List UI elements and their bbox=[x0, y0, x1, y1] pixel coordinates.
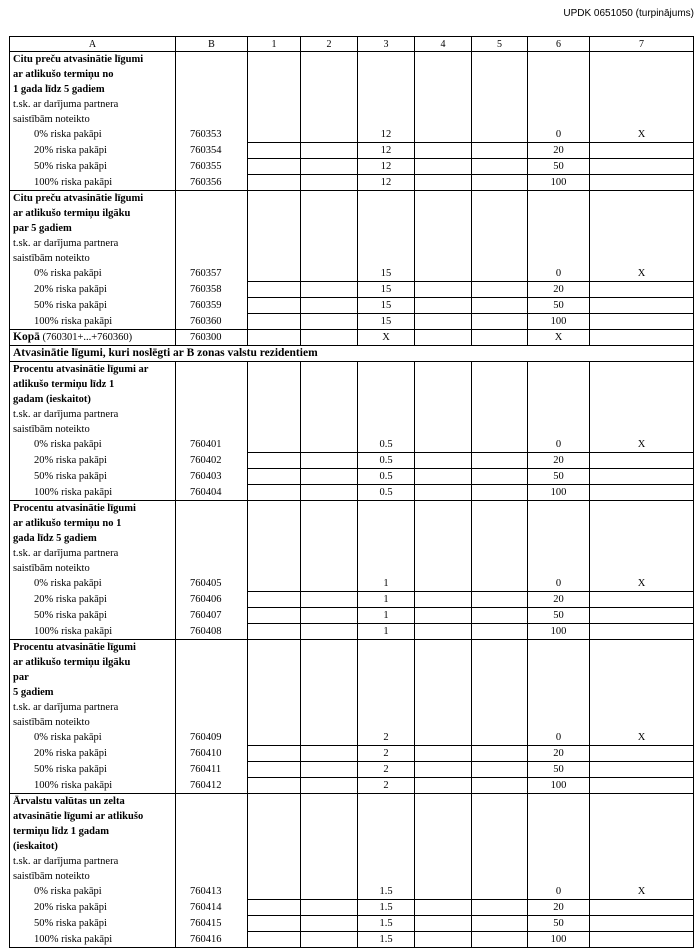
table-row bbox=[10, 592, 694, 608]
row-code: 760415 bbox=[176, 916, 248, 932]
group-title-line: Procentu atvasinātie līgumi bbox=[10, 501, 176, 517]
value-col-3: 1.5 bbox=[358, 916, 415, 932]
row-code: 760403 bbox=[176, 469, 248, 485]
group-title-row bbox=[10, 206, 694, 221]
group-title-row bbox=[10, 670, 694, 685]
risk-label: 0% riska pakāpi bbox=[10, 266, 176, 282]
col-header-3: 3 bbox=[358, 37, 415, 52]
value-col-7: X bbox=[590, 884, 694, 900]
group-title-row bbox=[10, 392, 694, 407]
table-row bbox=[10, 314, 694, 330]
group-title-row bbox=[10, 655, 694, 670]
group-subtitle-row bbox=[10, 236, 694, 251]
table-body-second bbox=[10, 362, 694, 948]
group-title-row bbox=[10, 362, 694, 378]
row-code: 760413 bbox=[176, 884, 248, 900]
value-col-3: 1 bbox=[358, 576, 415, 592]
group-subtitle-row bbox=[10, 715, 694, 730]
table-row bbox=[10, 127, 694, 143]
risk-label: 100% riska pakāpi bbox=[10, 624, 176, 640]
value-col-3: 1.5 bbox=[358, 900, 415, 916]
value-col-6: 20 bbox=[528, 592, 590, 608]
value-col-3: 15 bbox=[358, 298, 415, 314]
value-col-6: 50 bbox=[528, 762, 590, 778]
value-col-6: 20 bbox=[528, 143, 590, 159]
value-col-6: 0 bbox=[528, 437, 590, 453]
risk-label: 100% riska pakāpi bbox=[10, 932, 176, 948]
group-title-line: ar atlikušo termiņu ilgāku bbox=[10, 206, 176, 221]
risk-label: 20% riska pakāpi bbox=[10, 143, 176, 159]
group-subtitle-row bbox=[10, 546, 694, 561]
row-code: 760407 bbox=[176, 608, 248, 624]
table-row bbox=[10, 282, 694, 298]
table-row bbox=[10, 175, 694, 191]
group-subtitle-row bbox=[10, 112, 694, 127]
col-header-7: 7 bbox=[590, 37, 694, 52]
group-title-line: 5 gadiem bbox=[10, 685, 176, 700]
value-col-7 bbox=[590, 916, 694, 932]
table-row bbox=[10, 266, 694, 282]
value-col-3: 15 bbox=[358, 266, 415, 282]
group-title-row bbox=[10, 377, 694, 392]
group-title-line: gadam (ieskaitot) bbox=[10, 392, 176, 407]
group-subtitle-line: saistībām noteikto bbox=[10, 251, 176, 266]
value-col-3: 0.5 bbox=[358, 453, 415, 469]
table-row bbox=[10, 576, 694, 592]
totals-col-3: X bbox=[358, 330, 415, 346]
table-row bbox=[10, 746, 694, 762]
row-code: 760404 bbox=[176, 485, 248, 501]
value-col-3: 1 bbox=[358, 592, 415, 608]
group-subtitle-row bbox=[10, 251, 694, 266]
risk-label: 0% riska pakāpi bbox=[10, 437, 176, 453]
value-col-7: X bbox=[590, 576, 694, 592]
group-title-line: par 5 gadiem bbox=[10, 221, 176, 236]
column-header-row bbox=[10, 37, 694, 52]
group-title-row bbox=[10, 839, 694, 854]
totals-label: Kopā (760301+...+760360) bbox=[10, 330, 176, 346]
group-title-row bbox=[10, 501, 694, 517]
value-col-7: X bbox=[590, 730, 694, 746]
group-title-line: ar atlikušo termiņu ilgāku bbox=[10, 655, 176, 670]
group-title-line: Citu preču atvasinātie līgumi bbox=[10, 52, 176, 68]
group-subtitle-row bbox=[10, 561, 694, 576]
value-col-7: X bbox=[590, 266, 694, 282]
row-code: 760402 bbox=[176, 453, 248, 469]
risk-label: 20% riska pakāpi bbox=[10, 746, 176, 762]
group-title-row bbox=[10, 82, 694, 97]
group-subtitle-row bbox=[10, 869, 694, 884]
value-col-3: 1.5 bbox=[358, 884, 415, 900]
row-code: 760408 bbox=[176, 624, 248, 640]
group-title-line: gada līdz 5 gadiem bbox=[10, 531, 176, 546]
row-code: 760359 bbox=[176, 298, 248, 314]
value-col-7 bbox=[590, 159, 694, 175]
group-title-line: Citu preču atvasinātie līgumi bbox=[10, 191, 176, 207]
table-row bbox=[10, 437, 694, 453]
group-title-line: (ieskaitot) bbox=[10, 839, 176, 854]
col-header-2: 2 bbox=[301, 37, 358, 52]
row-code: 760360 bbox=[176, 314, 248, 330]
value-col-6: 50 bbox=[528, 469, 590, 485]
group-subtitle-row bbox=[10, 422, 694, 437]
value-col-6: 0 bbox=[528, 730, 590, 746]
group-subtitle-line: saistībām noteikto bbox=[10, 869, 176, 884]
value-col-7 bbox=[590, 314, 694, 330]
table-row bbox=[10, 778, 694, 794]
table-row bbox=[10, 143, 694, 159]
value-col-6: 100 bbox=[528, 932, 590, 948]
group-title-row bbox=[10, 221, 694, 236]
value-col-6: 100 bbox=[528, 624, 590, 640]
risk-label: 100% riska pakāpi bbox=[10, 175, 176, 191]
group-title-row bbox=[10, 191, 694, 207]
group-subtitle-line: saistībām noteikto bbox=[10, 112, 176, 127]
value-col-6: 20 bbox=[528, 453, 590, 469]
report-table bbox=[9, 36, 694, 948]
risk-label: 0% riska pakāpi bbox=[10, 576, 176, 592]
value-col-7 bbox=[590, 298, 694, 314]
group-subtitle-row bbox=[10, 854, 694, 869]
col-header-b: B bbox=[176, 37, 248, 52]
value-col-6: 0 bbox=[528, 576, 590, 592]
risk-label: 100% riska pakāpi bbox=[10, 314, 176, 330]
group-title-line: ar atlikušo termiņu no bbox=[10, 67, 176, 82]
risk-label: 20% riska pakāpi bbox=[10, 282, 176, 298]
table-row bbox=[10, 469, 694, 485]
group-title-row bbox=[10, 67, 694, 82]
value-col-7 bbox=[590, 608, 694, 624]
value-col-3: 0.5 bbox=[358, 437, 415, 453]
group-subtitle-line: saistībām noteikto bbox=[10, 561, 176, 576]
value-col-6: 100 bbox=[528, 175, 590, 191]
risk-label: 0% riska pakāpi bbox=[10, 127, 176, 143]
row-code: 760354 bbox=[176, 143, 248, 159]
value-col-6: 50 bbox=[528, 608, 590, 624]
value-col-7: X bbox=[590, 127, 694, 143]
table-row bbox=[10, 624, 694, 640]
value-col-7 bbox=[590, 485, 694, 501]
group-subtitle-line: t.sk. ar darījuma partnera bbox=[10, 854, 176, 869]
table-row bbox=[10, 485, 694, 501]
row-code: 760406 bbox=[176, 592, 248, 608]
value-col-6: 50 bbox=[528, 159, 590, 175]
value-col-3: 0.5 bbox=[358, 469, 415, 485]
risk-label: 20% riska pakāpi bbox=[10, 453, 176, 469]
value-col-6: 50 bbox=[528, 298, 590, 314]
col-header-5: 5 bbox=[472, 37, 528, 52]
group-subtitle-line: t.sk. ar darījuma partnera bbox=[10, 97, 176, 112]
group-title-line: par bbox=[10, 670, 176, 685]
risk-label: 50% riska pakāpi bbox=[10, 608, 176, 624]
group-subtitle-line: saistībām noteikto bbox=[10, 715, 176, 730]
value-col-3: 2 bbox=[358, 746, 415, 762]
value-col-7 bbox=[590, 932, 694, 948]
value-col-6: 20 bbox=[528, 900, 590, 916]
value-col-3: 12 bbox=[358, 143, 415, 159]
value-col-3: 1 bbox=[358, 608, 415, 624]
value-col-6: 0 bbox=[528, 884, 590, 900]
group-subtitle-line: t.sk. ar darījuma partnera bbox=[10, 407, 176, 422]
value-col-6: 100 bbox=[528, 314, 590, 330]
group-title-row bbox=[10, 685, 694, 700]
group-title-line: Procentu atvasinātie līgumi bbox=[10, 640, 176, 656]
value-col-3: 0.5 bbox=[358, 485, 415, 501]
value-col-7 bbox=[590, 624, 694, 640]
value-col-6: 0 bbox=[528, 266, 590, 282]
row-code: 760405 bbox=[176, 576, 248, 592]
value-col-6: 100 bbox=[528, 485, 590, 501]
group-title-line: atvasinātie līgumi ar atlikušo bbox=[10, 809, 176, 824]
value-col-7 bbox=[590, 746, 694, 762]
group-subtitle-row bbox=[10, 97, 694, 112]
value-col-3: 12 bbox=[358, 175, 415, 191]
risk-label: 100% riska pakāpi bbox=[10, 778, 176, 794]
section-title: Atvasinātie līgumi, kuri noslēgti ar B zonas valstu rezidentiem bbox=[10, 346, 694, 362]
value-col-3: 2 bbox=[358, 762, 415, 778]
table-row bbox=[10, 884, 694, 900]
table-row bbox=[10, 916, 694, 932]
group-subtitle-line: saistībām noteikto bbox=[10, 422, 176, 437]
value-col-3: 1.5 bbox=[358, 932, 415, 948]
col-header-4: 4 bbox=[415, 37, 472, 52]
value-col-3: 1 bbox=[358, 624, 415, 640]
row-code: 760353 bbox=[176, 127, 248, 143]
group-subtitle-row bbox=[10, 407, 694, 422]
table-row bbox=[10, 298, 694, 314]
totals-col-6: X bbox=[528, 330, 590, 346]
col-header-a: A bbox=[10, 37, 176, 52]
table-row bbox=[10, 159, 694, 175]
table-row bbox=[10, 762, 694, 778]
value-col-6: 20 bbox=[528, 746, 590, 762]
value-col-7 bbox=[590, 762, 694, 778]
row-code: 760414 bbox=[176, 900, 248, 916]
group-subtitle-line: t.sk. ar darījuma partnera bbox=[10, 236, 176, 251]
value-col-7: X bbox=[590, 437, 694, 453]
row-code: 760412 bbox=[176, 778, 248, 794]
group-title-line: Ārvalstu valūtas un zelta bbox=[10, 794, 176, 810]
risk-label: 50% riska pakāpi bbox=[10, 762, 176, 778]
value-col-7 bbox=[590, 143, 694, 159]
risk-label: 50% riska pakāpi bbox=[10, 159, 176, 175]
row-code: 760409 bbox=[176, 730, 248, 746]
value-col-3: 12 bbox=[358, 159, 415, 175]
group-title-line: ar atlikušo termiņu no 1 bbox=[10, 516, 176, 531]
col-header-6: 6 bbox=[528, 37, 590, 52]
value-col-3: 2 bbox=[358, 730, 415, 746]
risk-label: 100% riska pakāpi bbox=[10, 485, 176, 501]
row-code: 760411 bbox=[176, 762, 248, 778]
table-row bbox=[10, 730, 694, 746]
table-row bbox=[10, 608, 694, 624]
row-code: 760357 bbox=[176, 266, 248, 282]
table-row bbox=[10, 453, 694, 469]
group-title-line: 1 gada līdz 5 gadiem bbox=[10, 82, 176, 97]
document-code: UPDK 0651050 (turpinājums) bbox=[563, 8, 694, 19]
row-code: 760410 bbox=[176, 746, 248, 762]
risk-label: 20% riska pakāpi bbox=[10, 900, 176, 916]
value-col-7 bbox=[590, 778, 694, 794]
section-header-row bbox=[10, 346, 694, 362]
value-col-3: 12 bbox=[358, 127, 415, 143]
row-code: 760356 bbox=[176, 175, 248, 191]
group-subtitle-row bbox=[10, 700, 694, 715]
group-title-row bbox=[10, 794, 694, 810]
value-col-3: 15 bbox=[358, 282, 415, 298]
table-row bbox=[10, 900, 694, 916]
value-col-6: 50 bbox=[528, 916, 590, 932]
group-title-row bbox=[10, 809, 694, 824]
totals-and-section bbox=[10, 330, 694, 362]
totals-row bbox=[10, 330, 694, 346]
group-title-row bbox=[10, 52, 694, 68]
group-title-line: termiņu līdz 1 gadam bbox=[10, 824, 176, 839]
row-code: 760355 bbox=[176, 159, 248, 175]
risk-label: 0% riska pakāpi bbox=[10, 730, 176, 746]
group-subtitle-line: t.sk. ar darījuma partnera bbox=[10, 700, 176, 715]
value-col-7 bbox=[590, 175, 694, 191]
group-title-line: atlikušo termiņu līdz 1 bbox=[10, 377, 176, 392]
value-col-6: 0 bbox=[528, 127, 590, 143]
risk-label: 50% riska pakāpi bbox=[10, 298, 176, 314]
value-col-7 bbox=[590, 469, 694, 485]
col-header-1: 1 bbox=[248, 37, 301, 52]
risk-label: 50% riska pakāpi bbox=[10, 469, 176, 485]
group-title-row bbox=[10, 516, 694, 531]
row-code: 760358 bbox=[176, 282, 248, 298]
totals-code: 760300 bbox=[176, 330, 248, 346]
group-title-line: Procentu atvasinātie līgumi ar bbox=[10, 362, 176, 378]
value-col-6: 100 bbox=[528, 778, 590, 794]
value-col-7 bbox=[590, 453, 694, 469]
risk-label: 0% riska pakāpi bbox=[10, 884, 176, 900]
value-col-3: 15 bbox=[358, 314, 415, 330]
row-code: 760416 bbox=[176, 932, 248, 948]
value-col-7 bbox=[590, 900, 694, 916]
group-title-row bbox=[10, 640, 694, 656]
group-title-row bbox=[10, 531, 694, 546]
value-col-7 bbox=[590, 592, 694, 608]
risk-label: 50% riska pakāpi bbox=[10, 916, 176, 932]
group-subtitle-line: t.sk. ar darījuma partnera bbox=[10, 546, 176, 561]
table-body-first bbox=[10, 52, 694, 330]
value-col-6: 20 bbox=[528, 282, 590, 298]
value-col-3: 2 bbox=[358, 778, 415, 794]
row-code: 760401 bbox=[176, 437, 248, 453]
risk-label: 20% riska pakāpi bbox=[10, 592, 176, 608]
table-row bbox=[10, 932, 694, 948]
group-title-row bbox=[10, 824, 694, 839]
value-col-7 bbox=[590, 282, 694, 298]
